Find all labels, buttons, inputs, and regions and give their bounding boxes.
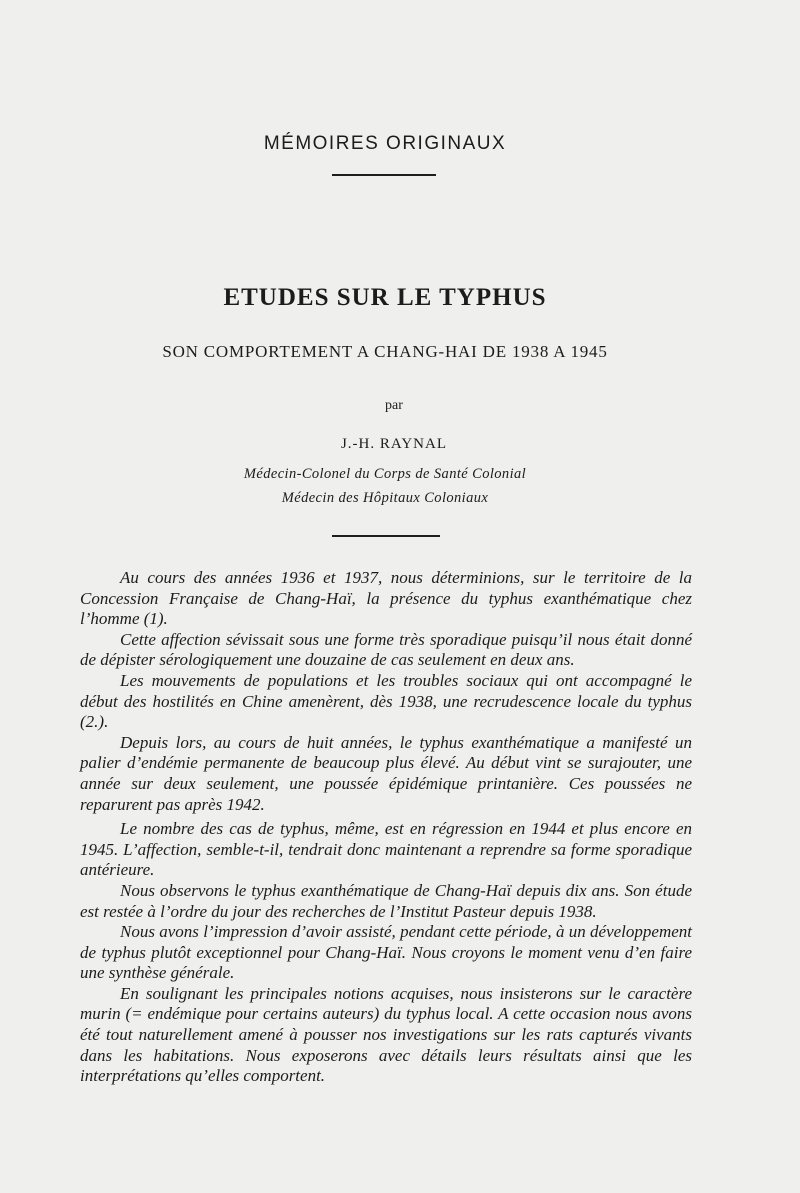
paragraph: Au cours des années 1936 et 1937, nous déterminions, sur le territoire de la Concession Française de Chang-Haï, la présence du typhus exanthématique chez l’homme (1). (80, 568, 692, 629)
section-header: MÉMOIRES ORIGINAUX (263, 133, 507, 154)
section-rule (332, 535, 440, 537)
byline: par (385, 398, 403, 413)
paragraph: Nous observons le typhus exanthématique de Chang-Haï depuis dix ans. Son étude est restée à l’ordre du jour des recherches de l’Institut Pasteur depuis 1938. (80, 880, 692, 921)
article-body (80, 568, 692, 1087)
paragraph: Depuis lors, au cours de huit années, le typhus exanthématique a manifesté un palier d’endémie permanente de beaucoup plus élevé. Au début vint se surajouter, une année sur deux seulement, une poussée épidémique printanière. Ces poussées ne reparurent pas après 1942. (80, 732, 692, 814)
author-name: J.-H. RAYNAL (340, 436, 448, 452)
header-rule (332, 174, 436, 176)
paragraph: Les mouvements de populations et les troubles sociaux qui ont accompagné le début des hostilités en Chine amenèrent, dès 1938, une recrudescence locale du typhus (2.). (80, 670, 692, 732)
author-affiliation-2: Médecin des Hôpitaux Coloniaux (281, 490, 489, 506)
paragraph: Nous avons l’impression d’avoir assisté, pendant cette période, à un développement de typhus plutôt exceptionnel pour Chang-Haï. Nous croyons le moment venu d’en faire une synthèse générale. (80, 922, 692, 983)
author-affiliation-1: Médecin-Colonel du Corps de Santé Colonial (243, 466, 527, 482)
paragraph: Le nombre des cas de typhus, même, est en régression en 1944 et plus encore en 1945. L’affection, semble-t-il, tendrait donc maintenant a reprendre sa forme sporadique antérieure. (80, 819, 692, 880)
paragraph: Cette affection sévissait sous une forme très sporadique puisqu’il nous était donné de dépister sérologiquement une douzaine de cas seulement en deux ans. (80, 629, 692, 670)
paragraph: En soulignant les principales notions acquises, nous insisterons sur le caractère murin (= endémique pour certains auteurs) du typhus local. A cette occasion nous avons été tout naturellement amené à pousser nos investigations sur les rats capturés vivants dans les habitations. Nous exposerons avec détails leurs résultats ainsi que les interprétations qu’elles comportent. (80, 983, 692, 1086)
article-title: ETUDES SUR LE TYPHUS (223, 284, 547, 311)
article-subtitle: SON COMPORTEMENT A CHANG-HAI DE 1938 A 1945 (162, 342, 608, 361)
